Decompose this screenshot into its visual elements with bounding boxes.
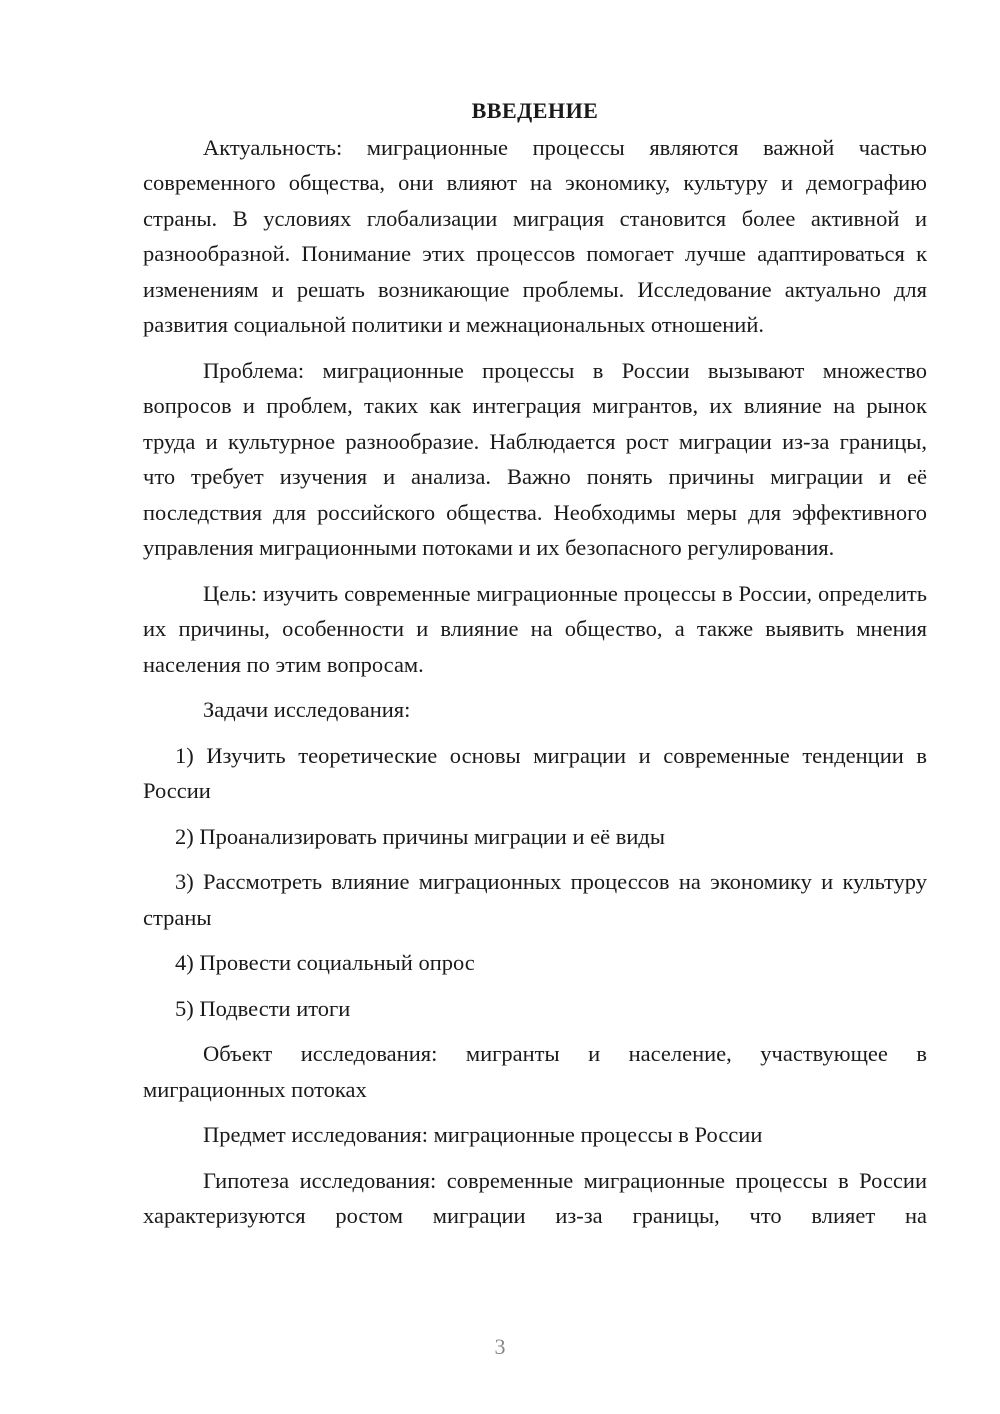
hypothesis-paragraph: Гипотеза исследования: современные миграционные процессы в России характеризуются ростом миграции из-за границы, что влияет на: [143, 1167, 927, 1228]
object-paragraph: Объект исследования: мигранты и население, участвующее в миграционных потоках: [143, 1041, 927, 1102]
task-item: 3) Рассмотреть влияние миграционных процессов на экономику и культуру страны: [143, 869, 927, 930]
task-item: 1) Изучить теоретические основы миграции и современные тенденции в России: [143, 742, 927, 803]
problem-paragraph: Проблема: миграционные процессы в России вызывают множество вопросов и проблем, таких как интеграция мигрантов, их влияние на рынок труда и культурное разнообразие. Наблюдается рост миграции из-за границы, что требует изучения и анализа. Важно понять причины миграции и её последствия для российского общества. Необходимы меры для эффективного управления миграционными потоками и их безопасного регулирования.: [143, 357, 927, 560]
tasks-title: Задачи исследования:: [203, 697, 411, 722]
page-content: [143, 93, 927, 1244]
task-item: 5) Подвести итоги: [175, 995, 351, 1021]
relevance-paragraph: Актуальность: миграционные процессы являются важной частью современного общества, они влияют на экономику, культуру и демографию страны. В условиях глобализации миграция становится более активной и разнообразной. Понимание этих процессов помогает лучше адаптироваться к изменениям и решать возникающие проблемы. Исследование актуально для развития социальной политики и межнациональных отношений.: [143, 134, 927, 337]
task-item: 4) Провести социальный опрос: [175, 950, 475, 975]
subject-paragraph: Предмет исследования: миграционные процессы в России: [203, 1122, 763, 1147]
page-number: 3: [494, 1334, 506, 1359]
section-heading: ВВЕДЕНИЕ: [471, 98, 599, 123]
goal-paragraph: Цель: изучить современные миграционные процессы в России, определить их причины, особенности и влияние на общество, а также выявить мнения населения по этим вопросам.: [143, 580, 927, 677]
task-item: 2) Проанализировать причины миграции и её виды: [175, 823, 665, 849]
